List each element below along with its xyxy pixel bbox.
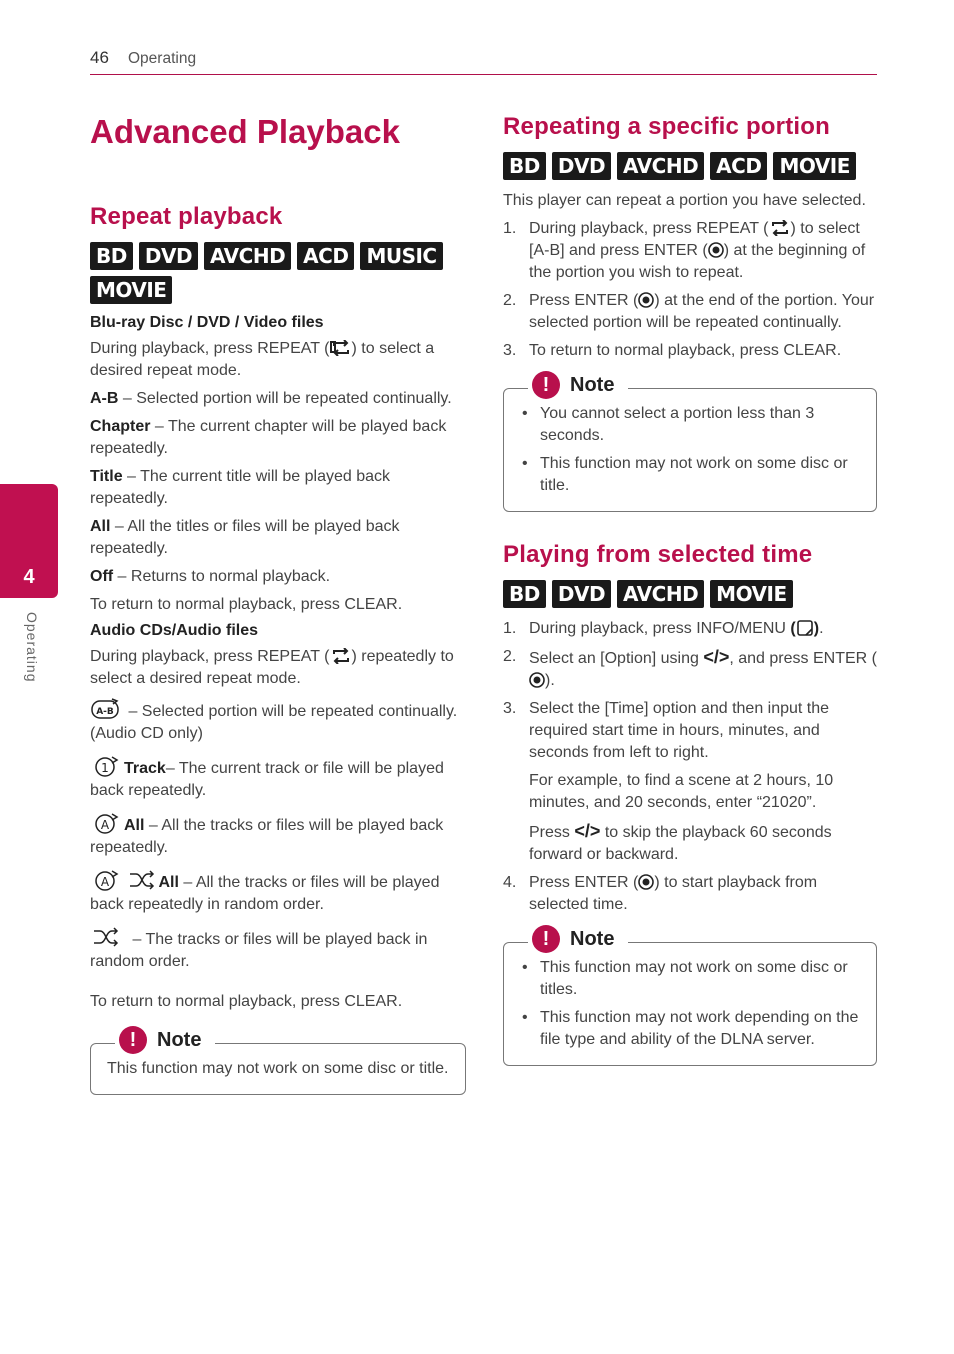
badge-dvd: DVD	[552, 152, 611, 180]
portion-badges	[503, 152, 877, 180]
enter-icon	[638, 292, 654, 308]
list-item: • This function may not work on some disc or title.	[520, 453, 860, 497]
left-right-arrows-icon: </>	[574, 821, 601, 841]
mode-ab: A-B – Selected portion will be repeated continually.	[90, 390, 452, 407]
bd-subheading: Blu-ray Disc / DVD / Video files	[90, 314, 324, 331]
portion-note-list	[520, 403, 860, 497]
repeat-icon	[330, 340, 352, 356]
portion-steps	[503, 218, 877, 362]
list-item: • This function may not work depending on the file type and ability of the DLNA server.	[520, 1007, 860, 1051]
page-number: 46	[90, 48, 109, 67]
list-item: • You cannot select a portion less than 3 seconds.	[520, 403, 860, 447]
list-item: 3. To return to normal playback, press CLEAR.	[503, 342, 842, 359]
badge-acd: ACD	[710, 152, 767, 180]
time-heading: Playing from selected time	[503, 541, 813, 568]
svg-text:1: 1	[101, 761, 109, 775]
audio-mode-ab: A-B – Selected portion will be repeated continually. (Audio CD only)	[90, 698, 466, 745]
mode-chapter: Chapter – The current chapter will be played back repeatedly.	[90, 418, 447, 457]
repeat-one-icon	[90, 755, 122, 777]
badge-movie: MOVIE	[90, 276, 172, 304]
mode-off: Off – Returns to normal playback.	[90, 568, 331, 585]
time-badges	[503, 580, 877, 608]
portion-intro: This player can repeat a portion you have selected.	[503, 192, 866, 209]
badge-dvd: DVD	[552, 580, 611, 608]
enter-icon	[708, 242, 724, 258]
page-title: Advanced Playback	[90, 113, 400, 150]
badge-movie: MOVIE	[773, 152, 855, 180]
time-note-list	[520, 957, 860, 1051]
left-note	[90, 1028, 466, 1095]
note-header	[528, 925, 628, 953]
audio-mode-shuffle: – The tracks or files will be played back in random order.	[90, 926, 466, 973]
chapter-number: 4	[23, 566, 35, 588]
repeat-badges	[90, 242, 466, 304]
repeat-all-icon	[90, 812, 122, 834]
audio-mode-all: A All – All the tracks or files will be played back repeatedly.	[90, 812, 466, 859]
badge-avchd: AVCHD	[617, 580, 704, 608]
return-text: To return to normal playback, press CLEAR.	[90, 596, 403, 613]
chapter-label: Operating	[24, 612, 40, 683]
bd-intro: During playback, press REPEAT ( ) to select a desired repeat mode.	[90, 340, 435, 379]
exclamation-icon: !	[532, 925, 560, 953]
exclamation-icon: !	[119, 1026, 147, 1054]
badge-avchd: AVCHD	[617, 152, 704, 180]
enter-icon	[529, 672, 545, 688]
header-divider	[90, 74, 877, 75]
note-title: Note	[570, 927, 615, 950]
left-right-arrows-icon: </>	[703, 647, 730, 667]
note-header	[528, 371, 628, 399]
badge-bd: BD	[503, 152, 546, 180]
note-title: Note	[570, 373, 615, 396]
time-note	[503, 927, 877, 1066]
note-text: This function may not work on some disc or title.	[107, 1060, 449, 1077]
enter-icon	[638, 874, 654, 890]
shuffle-icon	[90, 926, 126, 948]
note-header	[115, 1026, 215, 1054]
audio-subheading: Audio CDs/Audio files	[90, 622, 258, 639]
shuffle-icon	[128, 869, 156, 891]
info-menu-icon	[796, 620, 814, 636]
audio-mode-all-shuffle: A All – All the tracks or files will be played back repeatedly in random order.	[90, 869, 466, 916]
audio-mode-track: 1 Track– The current track or file will be played back repeatedly.	[90, 755, 466, 802]
example-text: For example, to find a scene at 2 hours, 10 minutes, and 20 seconds, enter “21020”.	[529, 772, 834, 811]
right-column	[503, 110, 877, 1066]
repeat-icon	[330, 648, 352, 664]
list-item: 2. Select an [Option] using </>, and press ENTER ().	[503, 647, 877, 689]
time-steps	[503, 618, 877, 916]
svg-text:A: A	[100, 875, 110, 889]
section-title: Operating	[128, 50, 197, 67]
skip-text: Press </> to skip the playback 60 seconds forward or backward.	[529, 821, 832, 863]
badge-bd: BD	[503, 580, 546, 608]
list-item: 2. Press ENTER ( ) at the end of the portion. Your selected portion will be repeated continually.	[503, 292, 875, 331]
badge-bd: BD	[90, 242, 133, 270]
svg-text:A-B: A-B	[96, 707, 114, 717]
list-item: 3. Select the [Time] option and then input the required start time in hours, minutes, and seconds from left to right. For example, to find a scene at 2 hours, 10 minutes, and 20 seconds, enter “21020”. Press </> to skip the playback 60 seconds forward or backward.	[503, 698, 877, 866]
badge-acd: ACD	[297, 242, 354, 270]
left-column	[90, 110, 466, 1095]
svg-text:A: A	[100, 818, 110, 832]
badge-music: MUSIC	[360, 242, 442, 270]
portion-heading: Repeating a specific portion	[503, 113, 830, 140]
badge-movie: MOVIE	[710, 580, 792, 608]
badge-avchd: AVCHD	[204, 242, 291, 270]
list-item: 1. During playback, press REPEAT ( ) to select [A-B] and press ENTER ( ) at the beginning of the portion you wish to repeat.	[503, 220, 866, 281]
badge-dvd: DVD	[139, 242, 198, 270]
repeat-ab-icon	[90, 698, 122, 720]
list-item: 1. During playback, press INFO/MENU ( ).	[503, 620, 824, 637]
exclamation-icon: !	[532, 371, 560, 399]
list-item: • This function may not work on some disc or titles.	[520, 957, 860, 1001]
note-title: Note	[157, 1028, 202, 1051]
repeat-icon	[769, 220, 791, 236]
mode-all: All – All the titles or files will be played back repeatedly.	[90, 518, 400, 557]
portion-note	[503, 373, 877, 512]
return-text-2: To return to normal playback, press CLEAR.	[90, 993, 403, 1010]
repeat-heading: Repeat playback	[90, 203, 283, 230]
list-item: 4. Press ENTER ( ) to start playback from selected time.	[503, 874, 818, 913]
mode-title: Title – The current title will be played back repeatedly.	[90, 468, 391, 507]
audio-intro: During playback, press REPEAT ( ) repeatedly to select a desired repeat mode.	[90, 648, 454, 687]
repeat-all-icon	[90, 869, 122, 891]
